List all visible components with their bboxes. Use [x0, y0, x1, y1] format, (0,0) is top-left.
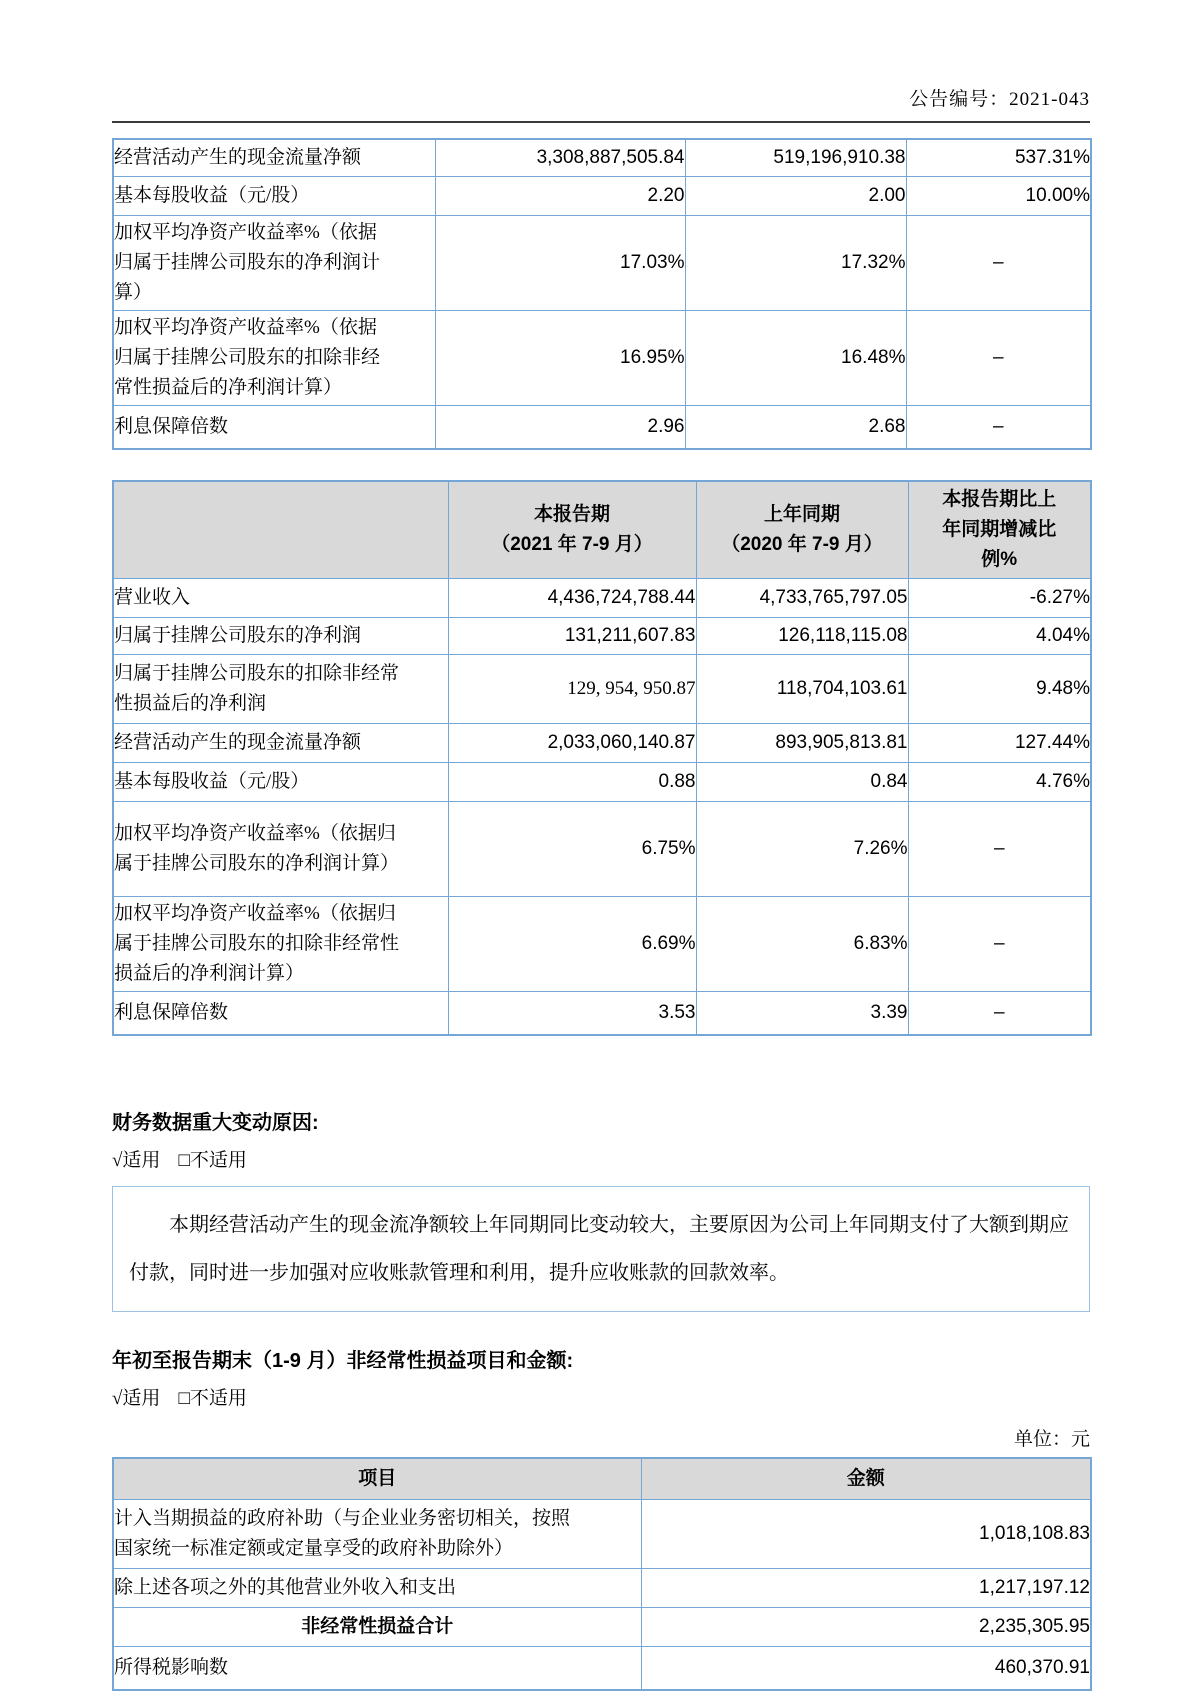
table-row [113, 311, 1091, 406]
current-period-cell: 16.95% [435, 311, 685, 406]
table-header-row [113, 1458, 1091, 1500]
change-cell: – [906, 311, 1091, 406]
metric-label: 营业收入 [114, 587, 191, 608]
prior-period-cell: 2.68 [685, 406, 906, 450]
metric-label: 加权平均净资产收益率%（依据归属于挂牌公司股东的扣除非经常性损益后的净利润计算） [114, 903, 400, 984]
prior-period-cell: 16.48% [685, 311, 906, 406]
unit-label: 单位：元 [1013, 1429, 1090, 1450]
table-row [113, 406, 1091, 450]
current-period-cell: 3,308,887,505.84 [435, 139, 685, 177]
current-period-header [448, 481, 696, 579]
table-row [113, 1608, 1091, 1647]
change-cell: – [906, 406, 1091, 450]
metric-label: 加权平均净资产收益率%（依据归属于挂牌公司股东的净利润计算） [114, 222, 381, 303]
change-cell: -6.27% [908, 579, 1091, 618]
table-row [113, 618, 1091, 655]
metric-label-cell [113, 139, 435, 177]
change-reason-box [112, 1186, 1090, 1312]
table-row [113, 579, 1091, 618]
current-period-range: （2021 年 7-9 月） [491, 534, 653, 555]
change-cell: 537.31% [906, 139, 1091, 177]
current-period-cell: 0.88 [448, 763, 696, 802]
table-row [113, 1500, 1091, 1569]
metric-label: 归属于挂牌公司股东的净利润 [114, 625, 362, 646]
q3-indicators-table [112, 480, 1092, 1036]
metric-label: 加权平均净资产收益率%（依据归属于挂牌公司股东的扣除非经常性损益后的净利润计算） [114, 317, 381, 398]
applicability-line [112, 1145, 1090, 1172]
total-label-cell: 非经常性损益合计 [113, 1608, 641, 1647]
table-row [113, 139, 1091, 177]
prior-period-cell: 4,733,765,797.05 [696, 579, 908, 618]
metric-label-cell [113, 311, 435, 406]
change-cell: – [906, 216, 1091, 311]
current-period-cell: 4,436,724,788.44 [448, 579, 696, 618]
current-period-cell: 17.03% [435, 216, 685, 311]
metric-label-cell [113, 579, 448, 618]
current-period-cell: 3.53 [448, 992, 696, 1036]
current-period-cell: 2,033,060,140.87 [448, 724, 696, 763]
prior-period-cell: 0.84 [696, 763, 908, 802]
change-reason-paragraph: 本期经营活动产生的现金流净额较上年同期同比变动较大，主要原因为公司上年同期支付了大额到期应付款，同时进一步加强对应收账款管理和利用，提升应收账款的回款效率。 [129, 1214, 1069, 1284]
current-period-cell: 2.20 [435, 177, 685, 216]
metric-label: 归属于挂牌公司股东的扣除非经常性损益后的净利润 [114, 663, 400, 714]
table-row [113, 724, 1091, 763]
nonrecurring-heading: 年初至报告期末（1-9 月）非经常性损益项目和金额: [112, 1350, 574, 1372]
current-period-title: 本报告期 [533, 504, 610, 525]
prior-period-title: 上年同期 [763, 504, 840, 525]
metric-label-cell [113, 763, 448, 802]
doc-header [112, 0, 1090, 111]
metric-label-cell [113, 802, 448, 897]
metric-label: 基本每股收益（元/股） [114, 185, 310, 206]
table-header-row [113, 481, 1091, 579]
item-cell [113, 1569, 641, 1608]
metric-label-cell [113, 992, 448, 1036]
metric-label: 利息保障倍数 [114, 416, 229, 437]
metric-label-cell [113, 216, 435, 311]
change-cell: – [908, 992, 1091, 1036]
change-cell: – [908, 897, 1091, 992]
not-applicable-checkbox: □不适用 [178, 1388, 247, 1409]
metric-label-cell [113, 618, 448, 655]
metric-label-cell [113, 406, 435, 450]
change-header-label: 本报告期比上年同期增减比例% [942, 489, 1057, 570]
change-reason-heading: 财务数据重大变动原因: [112, 1112, 319, 1134]
table-row [113, 216, 1091, 311]
change-cell: 4.04% [908, 618, 1091, 655]
metric-label: 经营活动产生的现金流量净额 [114, 732, 362, 753]
amount-cell: 1,018,108.83 [641, 1500, 1091, 1569]
not-applicable-checkbox: □不适用 [178, 1150, 247, 1171]
prior-period-cell: 519,196,910.38 [685, 139, 906, 177]
prior-period-header [696, 481, 908, 579]
item-label: 计入当期损益的政府补助（与企业业务密切相关，按照国家统一标准定额或定量享受的政府补助除外） [114, 1508, 571, 1559]
amount-cell: 2,235,305.95 [641, 1608, 1091, 1647]
current-period-cell: 131,211,607.83 [448, 618, 696, 655]
table-row [113, 897, 1091, 992]
empty-header-cell [113, 481, 448, 579]
applicability-line [112, 1383, 1090, 1410]
change-cell: 9.48% [908, 655, 1091, 724]
prior-period-range: （2020 年 7-9 月） [721, 534, 883, 555]
header-divider [112, 121, 1090, 123]
item-cell [113, 1647, 641, 1691]
current-period-cell: 129, 954, 950.87 [448, 655, 696, 724]
table-row [113, 177, 1091, 216]
prior-period-cell: 3.39 [696, 992, 908, 1036]
change-header [908, 481, 1091, 579]
item-label: 除上述各项之外的其他营业外收入和支出 [114, 1577, 457, 1598]
metric-label: 基本每股收益（元/股） [114, 771, 310, 792]
table-row [113, 655, 1091, 724]
ytd-indicators-table [112, 138, 1092, 450]
applicable-check: √适用 [112, 1150, 161, 1171]
change-cell: 4.76% [908, 763, 1091, 802]
amount-cell: 1,217,197.12 [641, 1569, 1091, 1608]
prior-period-cell: 118,704,103.61 [696, 655, 908, 724]
applicable-check: √适用 [112, 1388, 161, 1409]
amount-header-cell: 金额 [641, 1458, 1091, 1500]
metric-label-cell [113, 897, 448, 992]
item-label: 所得税影响数 [114, 1657, 229, 1678]
prior-period-cell: 6.83% [696, 897, 908, 992]
change-cell: 10.00% [906, 177, 1091, 216]
item-header-cell: 项目 [113, 1458, 641, 1500]
prior-period-cell: 7.26% [696, 802, 908, 897]
metric-label: 经营活动产生的现金流量净额 [114, 147, 362, 168]
nonrecurring-items-table [112, 1457, 1092, 1691]
metric-label-cell [113, 177, 435, 216]
current-period-cell: 2.96 [435, 406, 685, 450]
item-cell [113, 1500, 641, 1569]
change-cell: 127.44% [908, 724, 1091, 763]
announcement-number: 公告编号：2021-043 [909, 89, 1090, 110]
metric-label-cell [113, 724, 448, 763]
metric-label-cell [113, 655, 448, 724]
amount-cell: 460,370.91 [641, 1647, 1091, 1691]
current-period-cell: 6.75% [448, 802, 696, 897]
prior-period-cell: 17.32% [685, 216, 906, 311]
change-cell: – [908, 802, 1091, 897]
metric-label: 加权平均净资产收益率%（依据归属于挂牌公司股东的净利润计算） [114, 823, 400, 874]
metric-label: 利息保障倍数 [114, 1002, 229, 1023]
table-row [113, 1647, 1091, 1691]
prior-period-cell: 893,905,813.81 [696, 724, 908, 763]
current-period-cell: 6.69% [448, 897, 696, 992]
table-row [113, 992, 1091, 1036]
prior-period-cell: 126,118,115.08 [696, 618, 908, 655]
prior-period-cell: 2.00 [685, 177, 906, 216]
table-row [113, 802, 1091, 897]
table-row [113, 1569, 1091, 1608]
table-row [113, 763, 1091, 802]
